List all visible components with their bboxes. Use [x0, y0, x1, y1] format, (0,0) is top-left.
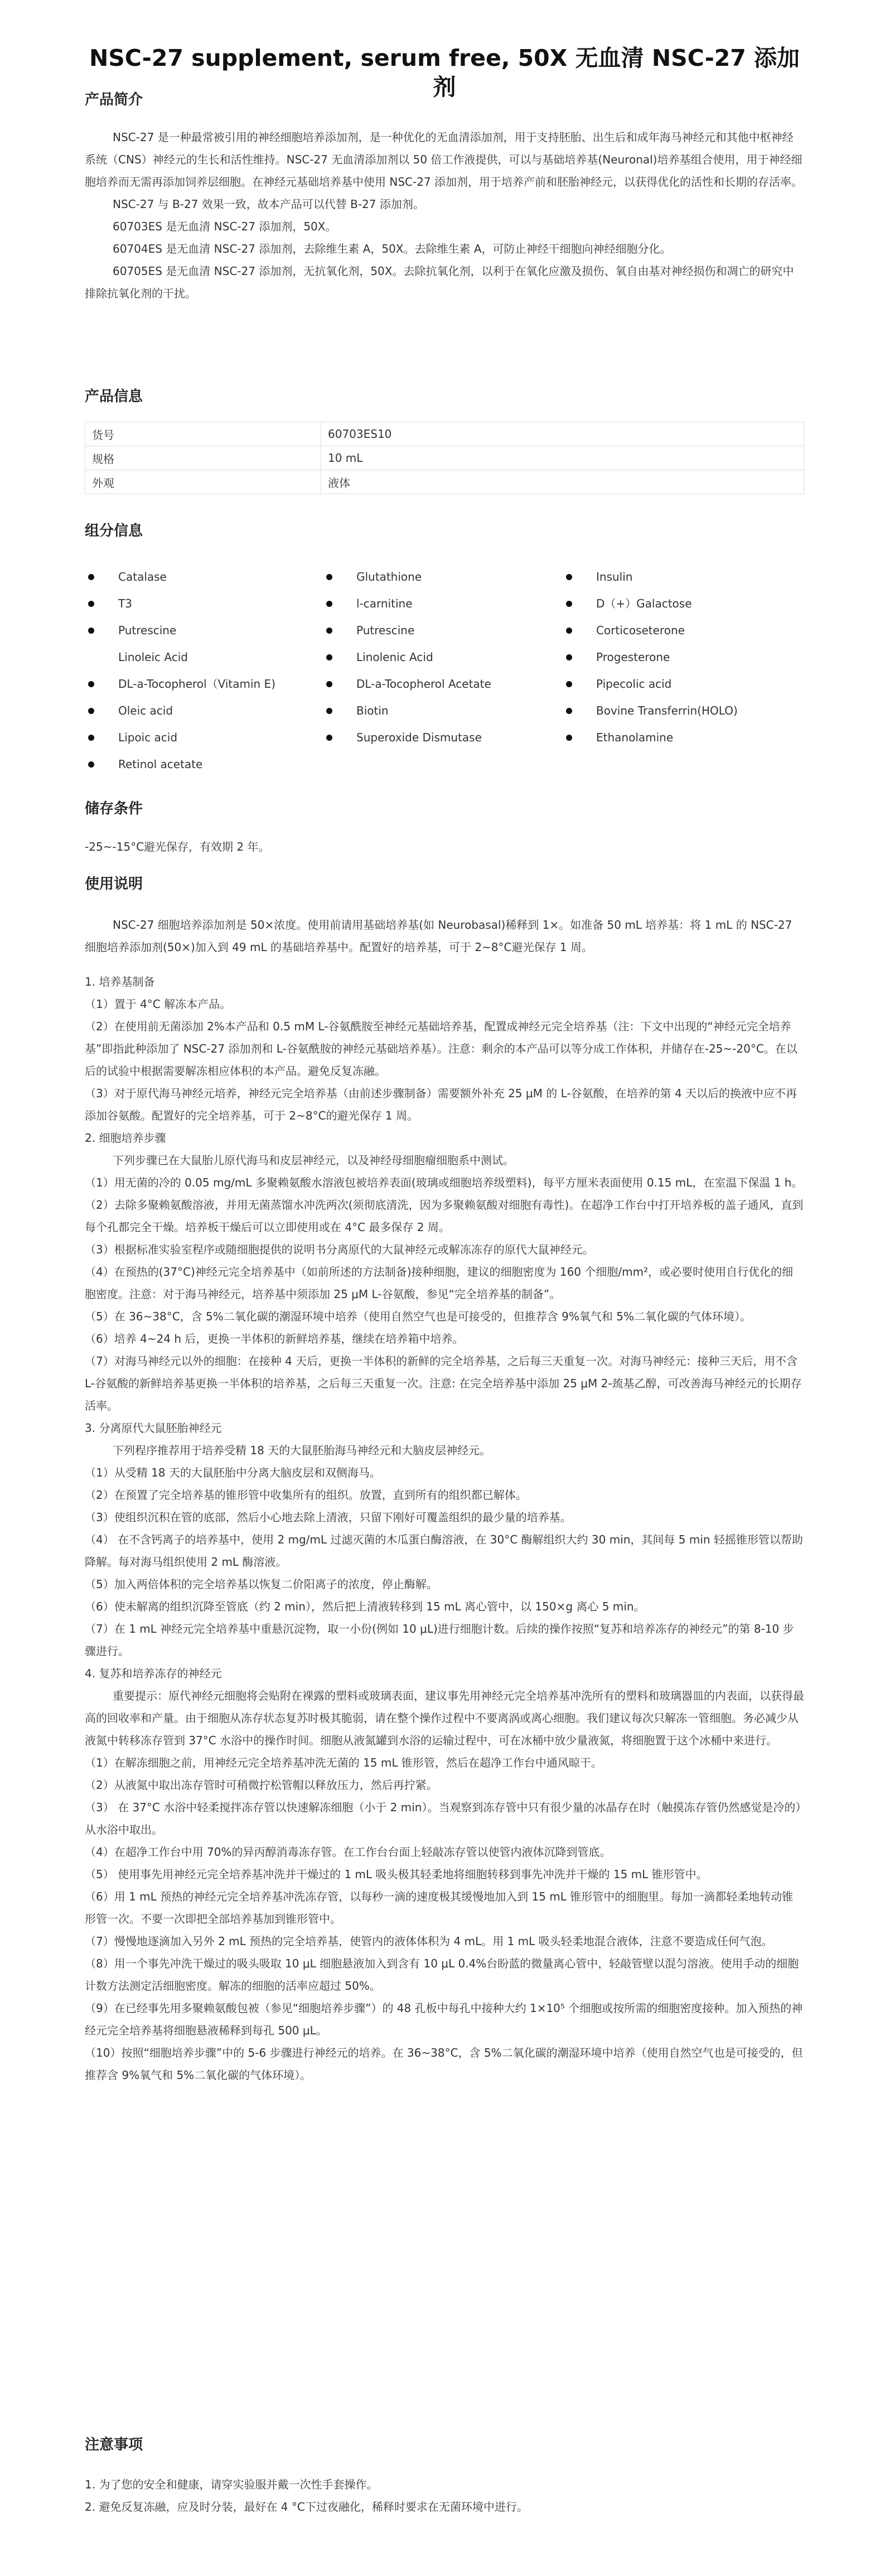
- step-item: （5） 使用事先用神经元完全培养基冲洗并干燥过的 1 mL 吸头极其轻柔地将细胞转移到事先冲洗并干燥的 15 mL 锥形管中。: [85, 1868, 708, 1881]
- storage-heading: 储存条件: [85, 800, 143, 817]
- component-name: Progesterone: [596, 650, 670, 664]
- component-name: Superoxide Dismutase: [356, 731, 482, 744]
- component-name: Putrescine: [118, 624, 177, 637]
- usage-intro: NSC-27 细胞培养添加剂是 50×浓度。使用前请用基础培养基(如 Neurobasal)稀释到 1×。如准备 50 mL 培养基：将 1 mL 的 NSC-27 细胞培养添加剂(50×)加入到 49 mL 的基础培养基中。配置好的培养基，可于 2~8°C避光保存 1 周。: [85, 918, 792, 954]
- component-item: [323, 617, 563, 644]
- component-item: [563, 644, 804, 670]
- intro-paragraph: 60704ES 是无血清 NSC-27 添加剂，去除维生素 A，50X。去除维生素 A，可防止神经干细胞向神经细胞分化。: [113, 242, 671, 255]
- step-item: （2）在预置了完全培养基的锥形管中收集所有的组织。放置，直到所有的组织都已解体。: [85, 1488, 527, 1502]
- step-heading: 2. 细胞培养步骤: [85, 1131, 166, 1145]
- table-row: [85, 470, 804, 494]
- intro-heading: 产品简介: [85, 91, 143, 108]
- bullet-icon: [88, 574, 94, 580]
- component-name: Corticoseterone: [596, 624, 685, 637]
- component-name: Linolenic Acid: [356, 650, 433, 664]
- component-item: [323, 563, 563, 590]
- step-item: （2）去除多聚赖氨酸溶液，并用无菌蒸馏水冲洗两次(须彻底清洗，因为多聚赖氨酸对细胞有毒性)。在超净工作台中打开培养板的盖子通风，直到每个孔都完全干燥。培养板干燥后可以立即使用或在 4°C 最多保存 2 周。: [85, 1198, 804, 1234]
- step-item: （1）在解冻细胞之前，用神经元完全培养基冲洗无菌的 15 mL 锥形管，然后在超净工作台中通风晾干。: [85, 1756, 602, 1769]
- component-item: [323, 670, 563, 697]
- bullet-icon: [326, 735, 332, 741]
- component-item: [85, 697, 323, 724]
- step-intro: 下列步骤已在大鼠胎儿原代海马和皮层神经元，以及神经母细胞瘤细胞系中测试。: [113, 1154, 514, 1167]
- table-key: 外观: [85, 470, 321, 494]
- bullet-icon: [566, 681, 572, 687]
- step-item: （3） 在 37°C 水浴中轻柔搅拌冻存管以快速解冻细胞（小于 2 min）。当观察到冻存管中只有很少量的冰晶存在时（触摸冻存管仍然感觉是冷的）从水浴中取出。: [85, 1801, 801, 1836]
- component-item: [563, 617, 804, 644]
- info-heading: 产品信息: [85, 388, 143, 405]
- step-item: （3）对于原代海马神经元培养，神经元完全培养基（由前述步骤制备）需要额外补充 25 μM 的 L-谷氨酸，在培养的第 4 天以后的换液中应不再添加谷氨酸。配置好的完全培养基，可于 2~8°C的避光保存 1 周。: [85, 1087, 797, 1122]
- note-item: 2. 避免反复冻融，应及时分装，最好在 4 °C下过夜融化，稀释时要求在无菌环境中进行。: [85, 2500, 528, 2514]
- bullet-icon: [566, 574, 572, 580]
- component-name: Glutathione: [356, 570, 422, 583]
- step-item: （3）根据标准实验室程序或随细胞提供的说明书分离原代的大鼠神经元或解冻冻存的原代大鼠神经元。: [85, 1243, 594, 1256]
- component-name: Retinol acetate: [118, 758, 203, 771]
- bullet-icon: [88, 681, 94, 687]
- table-row: [85, 446, 804, 470]
- bullet-icon: [88, 708, 94, 714]
- component-item: [323, 724, 563, 751]
- step-item: （1）从受精 18 天的大鼠胚胎中分离大脑皮层和双侧海马。: [85, 1466, 381, 1479]
- step-item: （2）从液氮中取出冻存管时可稍微拧松管帽以释放压力，然后再拧紧。: [85, 1778, 438, 1792]
- component-item: [563, 563, 804, 590]
- component-name: l-carnitine: [356, 597, 413, 610]
- usage-body: [85, 914, 804, 2086]
- bullet-icon: [326, 654, 332, 660]
- notes-body: [85, 2473, 804, 2518]
- component-name: Linoleic Acid: [118, 650, 188, 664]
- page-title: NSC-27 supplement, serum free, 50X 无血清 NSC-27 添加剂: [89, 45, 800, 100]
- component-name: DL-a-Tocopherol Acetate: [356, 677, 491, 691]
- step-intro: 重要提示：原代神经元细胞将会贴附在裸露的塑料或玻璃表面，建议事先用神经元完全培养基冲洗所有的塑料和玻璃器皿的内表面，以获得最高的回收率和产量。由于细胞从冻存状态复苏时极其脆弱，请在整个操作过程中不要离涡或离心细胞。我们建议每次只解冻一管细胞。务必减少从液氮中转移冻存管到 37°C 水浴中的操作时间。细胞从液氮罐到水浴的运输过程中，可在冰桶中放少量液氮，将细胞置于这个冰桶中来进行。: [85, 1689, 804, 1747]
- bullet-icon: [326, 601, 332, 607]
- component-name: Oleic acid: [118, 704, 173, 717]
- bullet-icon: [326, 681, 332, 687]
- intro-paragraph: NSC-27 是一种最常被引用的神经细胞培养添加剂，是一种优化的无血清添加剂，用于支持胚胎、出生后和成年海马神经元和其他中枢神经系统（CNS）神经元的生长和活性维持。NSC-27 无血清添加剂以 50 倍工作液提供，可以与基础培养基(Neuronal)培养基组合使用，用于神经细胞培养而无需再添加饲养层细胞。在神经元基础培养基中使用 NSC-27 添加剂，用于培养产前和胚胎神经元，以获得优化的活性和长期的存活率。: [85, 131, 803, 189]
- table-value: 10 mL: [321, 446, 804, 470]
- bullet-icon: [566, 601, 572, 607]
- step-item: （2）在使用前无菌添加 2%本产品和 0.5 mM L-谷氨酰胺至神经元基础培养基，配置成神经元完全培养基（注：下文中出现的“神经元完全培养基”即指此种添加了 NSC-27 添加剂和 L-谷氨酰胺的神经元基础培养基）。注意：剩余的本产品可以等分成工作体积，并储存在-25~-20°C。在以后的试验中根据需要解冻相应体积的本产品。避免反复冻融。: [85, 1020, 797, 1078]
- bullet-icon: [566, 708, 572, 714]
- intro-paragraph: 60703ES 是无血清 NSC-27 添加剂，50X。: [113, 220, 337, 233]
- bullet-icon: [326, 628, 332, 634]
- storage-body: [85, 836, 804, 858]
- step-item: （4）在超净工作台中用 70%的异丙醇消毒冻存管。在工作台台面上轻敲冻存管以使管内液体沉降到管底。: [85, 1845, 611, 1859]
- table-key: 货号: [85, 422, 321, 446]
- product-info-table: [85, 422, 804, 494]
- bullet-icon: [88, 601, 94, 607]
- bullet-icon: [88, 628, 94, 634]
- notes-heading: 注意事项: [85, 2437, 143, 2453]
- intro-body: [85, 126, 804, 305]
- bullet-icon: [566, 628, 572, 634]
- component-name: Insulin: [596, 570, 633, 583]
- step-item: （6）用 1 mL 预热的神经元完全培养基冲洗冻存管，以每秒一滴的速度极其缓慢地加入到 15 mL 锥形管中的细胞里。每加一滴都轻柔地转动锥形管一次。不要一次即把全部培养基加到锥形管中。: [85, 1890, 794, 1926]
- step-item: （9）在已经事先用多聚赖氨酸包被（参见“细胞培养步骤”）的 48 孔板中每孔中接种大约 1×10⁵ 个细胞或按所需的细胞密度接种。加入预热的神经元完全培养基将细胞悬液稀释到每孔 500 μL。: [85, 2001, 803, 2037]
- component-list: [85, 563, 804, 778]
- component-item: [563, 590, 804, 617]
- step-item: （6）培养 4~24 h 后，更换一半体积的新鲜培养基，继续在培养箱中培养。: [85, 1332, 464, 1345]
- component-item: [85, 751, 323, 778]
- step-item: （8）用一个事先冲洗干燥过的吸头吸取 10 μL 细胞悬液加入到含有 10 μL 0.4%台盼蓝的微量离心管中，轻敲管壁以混匀溶液。使用手动的细胞计数方法测定活细胞密度。解冻的细胞的活率应超过 50%。: [85, 1957, 799, 1993]
- component-item: [563, 697, 804, 724]
- step-item: （6）使未解离的组织沉降至管底（约 2 min），然后把上清液转移到 15 mL 离心管中，以 150×g 离心 5 min。: [85, 1600, 645, 1613]
- component-name: Biotin: [356, 704, 389, 717]
- component-item: [85, 617, 323, 644]
- step-item: （1）置于 4°C 解冻本产品。: [85, 997, 231, 1011]
- bullet-icon: [326, 574, 332, 580]
- component-name: DL-a-Tocopherol（Vitamin E): [118, 677, 275, 691]
- bullet-icon: [88, 761, 94, 768]
- bullet-icon: [88, 735, 94, 741]
- component-name: Pipecolic acid: [596, 677, 672, 691]
- step-item: （5）在 36~38°C，含 5%二氧化碳的潮湿环境中培养（使用自然空气也是可接受的，但推荐含 9%氧气和 5%二氧化碳的气体环境）。: [85, 1310, 751, 1323]
- components-heading: 组分信息: [85, 523, 143, 539]
- step-heading: 3. 分离原代大鼠胚胎神经元: [85, 1421, 222, 1435]
- step-item: （5）加入两倍体积的完全培养基以恢复二价阳离子的浓度，停止酶解。: [85, 1578, 438, 1591]
- table-row: [85, 422, 804, 446]
- note-item: 1. 为了您的安全和健康，请穿实验服并戴一次性手套操作。: [85, 2478, 378, 2491]
- table-key: 规格: [85, 446, 321, 470]
- component-item: [85, 670, 323, 697]
- component-item: [85, 644, 323, 670]
- step-item: （7）对海马神经元以外的细胞：在接种 4 天后，更换一半体积的新鲜的完全培养基，之后每三天重复一次。对海马神经元：接种三天后，用不含 L-谷氨酸的新鲜培养基更换一半体积的培养基，之后每三天重复一次。注意: 在完全培养基中添加 25 μM 2-巯基乙醇，可改善海马神经元的长期存活率。: [85, 1354, 802, 1412]
- component-name: T3: [118, 597, 132, 610]
- component-item: [563, 724, 804, 751]
- step-item: （1）用无菌的冷的 0.05 mg/mL 多聚赖氨酸水溶液包被培养表面(玻璃或细胞培养级塑料)，每平方厘米表面使用 0.15 mL，在室温下保温 1 h。: [85, 1176, 803, 1189]
- component-name: Catalase: [118, 570, 167, 583]
- step-item: （7）在 1 mL 神经元完全培养基中重悬沉淀物，取一小份(例如 10 μL)进行细胞计数。后续的操作按照“复苏和培养冻存的神经元”的第 8-10 步骤进行。: [85, 1622, 794, 1658]
- step-item: （7）慢慢地逐滴加入另外 2 mL 预热的完全培养基，使管内的液体体积为 4 mL。用 1 mL 吸头轻柔地混合液体，注意不要造成任何气泡。: [85, 1935, 773, 1948]
- intro-paragraph: 60705ES 是无血清 NSC-27 添加剂，无抗氧化剂，50X。去除抗氧化剂，以利于在氧化应激及损伤、氧自由基对神经损伤和凋亡的研究中排除抗氧化剂的干扰。: [85, 264, 794, 300]
- intro-paragraph: NSC-27 与 B-27 效果一致，故本产品可以代替 B-27 添加剂。: [113, 197, 424, 211]
- component-item: [563, 670, 804, 697]
- component-name: Lipoic acid: [118, 731, 178, 744]
- table-value: 60703ES10: [321, 422, 804, 446]
- component-name: Ethanolamine: [596, 731, 674, 744]
- step-intro: 下列程序推荐用于培养受精 18 天的大鼠胚胎海马神经元和大脑皮层神经元。: [113, 1444, 491, 1457]
- step-heading: 4. 复苏和培养冻存的神经元: [85, 1667, 222, 1680]
- component-item: [323, 644, 563, 670]
- bullet-icon: [326, 708, 332, 714]
- component-item: [323, 697, 563, 724]
- component-name: D（+）Galactose: [596, 597, 692, 610]
- component-item: [85, 590, 323, 617]
- component-item: [85, 724, 323, 751]
- step-item: （4） 在不含钙离子的培养基中，使用 2 mg/mL 过滤灭菌的木瓜蛋白酶溶液，在 30°C 酶解组织大约 30 min，其间每 5 min 轻摇锥形管以帮助降解。每对海马组织使用 2 mL 酶溶液。: [85, 1533, 803, 1569]
- component-item: [323, 590, 563, 617]
- step-item: （4）在预热的(37°C)神经元完全培养基中（如前所述的方法制备)接种细胞，建议的细胞密度为 160 个细胞/mm²，或必要时使用自行优化的细胞密度。注意：对于海马神经元，培养基中须添加 25 μM L-谷氨酸，参见“完全培养基的制备”。: [85, 1265, 794, 1301]
- component-name: Putrescine: [356, 624, 415, 637]
- step-item: （10）按照“细胞培养步骤”中的 5-6 步骤进行神经元的培养。在 36~38°C，含 5%二氧化碳的潮湿环境中培养（使用自然空气也是可接受的，但推荐含 9%氧气和 5%二氧化碳的气体环境）。: [85, 2046, 803, 2082]
- step-heading: 1. 培养基制备: [85, 975, 155, 988]
- component-item: [85, 563, 323, 590]
- bullet-icon: [566, 654, 572, 660]
- step-item: （3）使组织沉积在管的底部，然后小心地去除上清液，只留下刚好可覆盖组织的最少量的培养基。: [85, 1511, 572, 1524]
- usage-heading: 使用说明: [85, 876, 143, 893]
- storage-text: -25~-15°C避光保存，有效期 2 年。: [85, 840, 270, 853]
- table-value: 液体: [321, 470, 804, 494]
- component-name: Bovine Transferrin(HOLO): [596, 704, 738, 717]
- bullet-icon: [566, 735, 572, 741]
